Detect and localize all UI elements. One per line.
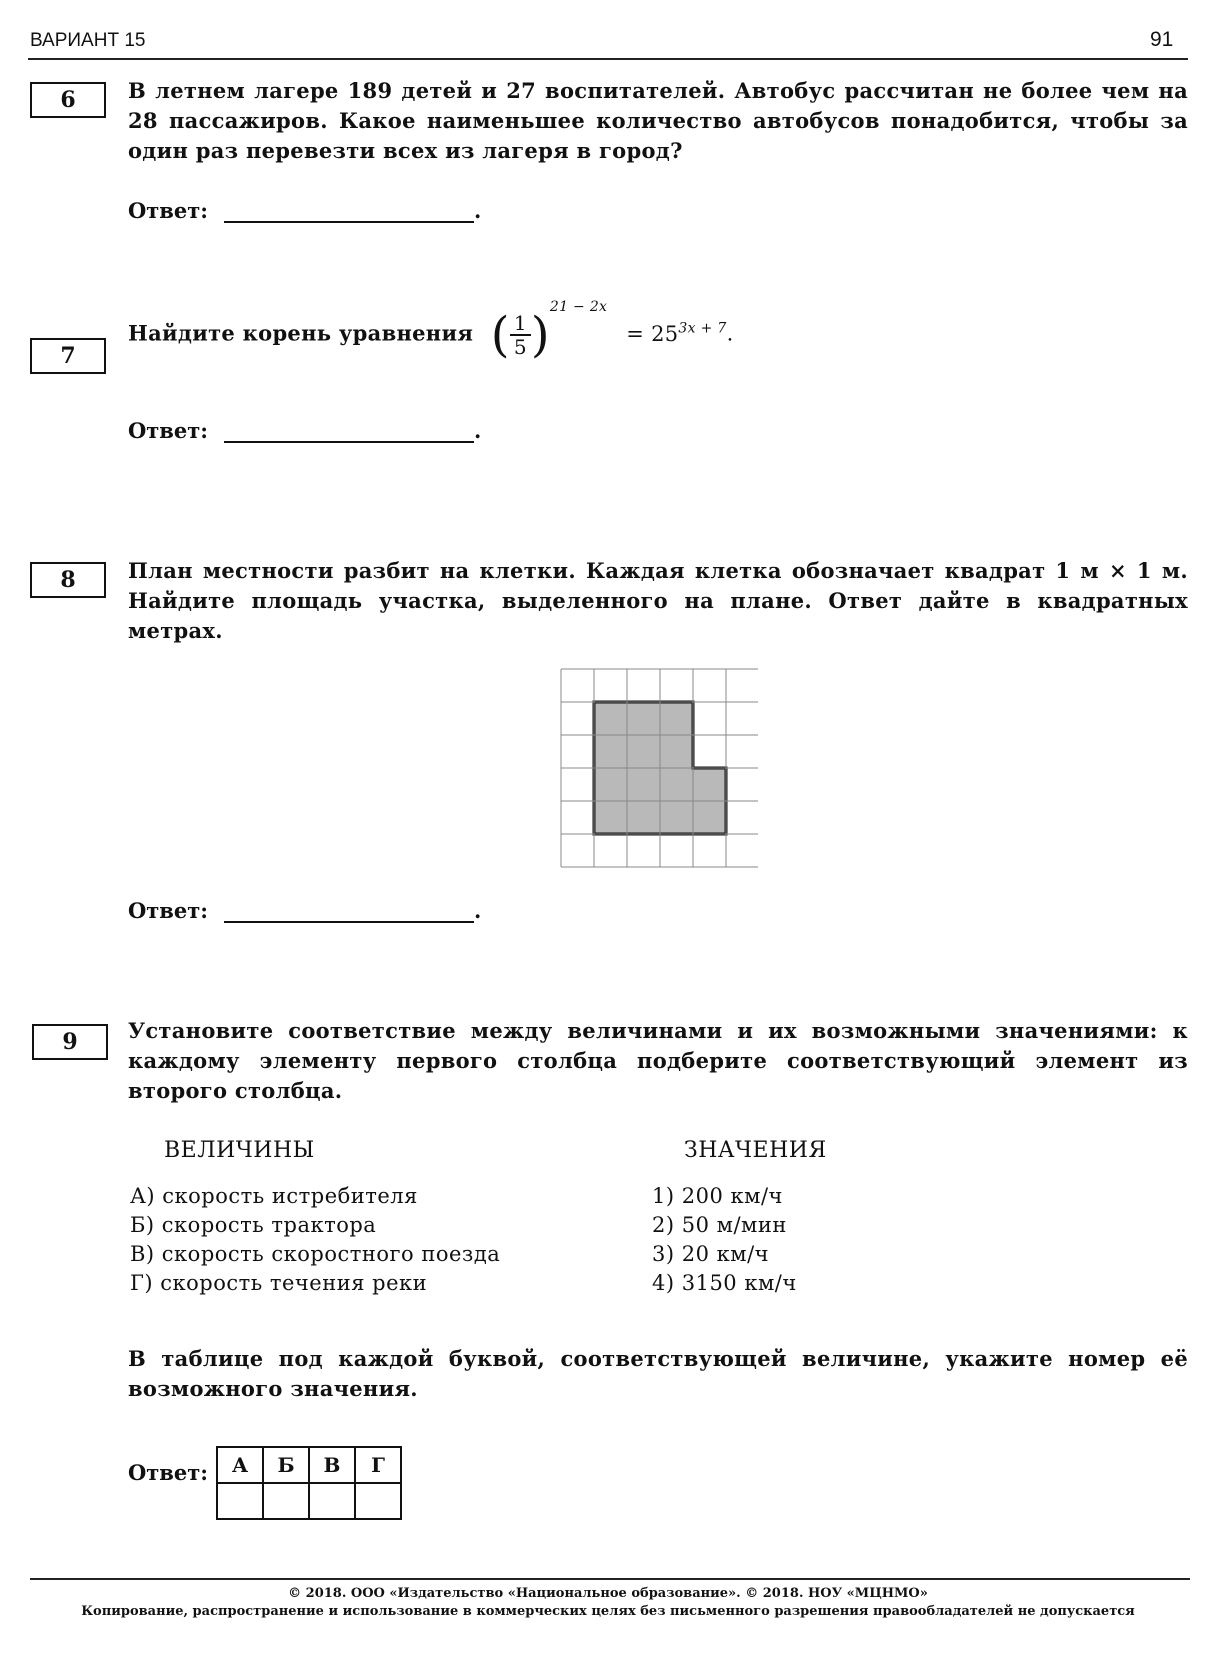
value-2: 2) 50 м/мин [652,1213,787,1237]
answer-table-header-g: Г [355,1447,401,1483]
header-divider [28,58,1188,60]
value-1: 1) 200 км/ч [652,1184,783,1208]
footer-copyright: © 2018. ООО «Издательство «Национальное образование». © 2018. НОУ «МЦНМО» [288,1586,928,1601]
task-9-instruction: В таблице под каждой буквой, соответствующей величине, укажите номер её возможного значения. [128,1346,1188,1401]
task-number-6: 6 [30,82,106,118]
fraction [510,312,531,358]
value-4: 4) 3150 км/ч [652,1271,797,1295]
column-values-title: ЗНАЧЕНИЯ [684,1138,827,1163]
footer-notice: Копирование, распространение и использование в коммерческих целях без письменного разрешения правообладателей не допускается [81,1604,1135,1619]
plan-grid [560,668,758,868]
answer-field[interactable] [224,901,474,923]
answer-label: Ответ: [128,418,209,443]
fraction-denominator: 5 [513,335,527,359]
answer-cell-a[interactable] [217,1483,263,1519]
equation-right: = 25 [626,321,679,346]
exponent-right: 3x + 7 [678,320,727,337]
task-6-text: В летнем лагере 189 детей и 27 воспитателей. Автобус рассчитан не более чем на 28 пассажиров. Какое наименьшее количество автобусов понадобится, чтобы за один раз перевезти всех из лагеря в город? [128,78,1188,163]
answer-cell-b[interactable] [263,1483,309,1519]
answer-table [216,1446,402,1520]
answer-cell-v[interactable] [309,1483,355,1519]
task-number-8: 8 [30,562,106,598]
task-7-answer: Ответ: . [128,418,482,443]
quantity-a: А) скорость истребителя [130,1184,418,1208]
task-7-label: Найдите корень уравнения [128,320,474,346]
task-9-text: Установите соответствие между величинами и их возможными значениями: к каждому элементу первого столбца подберите соответствующий элемент из второго столбца. [128,1018,1188,1103]
column-quantities-title: ВЕЛИЧИНЫ [164,1138,315,1163]
quantity-b: Б) скорость трактора [130,1213,377,1237]
answer-table-header-a: А [217,1447,263,1483]
task-8-text: План местности разбит на клетки. Каждая клетка обозначает квадрат 1 м × 1 м. Найдите площадь участка, выделенного на плане. Ответ дайте в квадратных метрах. [128,558,1188,643]
quantity-g: Г) скорость течения реки [130,1271,428,1295]
fraction-numerator: 1 [510,312,531,336]
task-number-9: 9 [32,1024,108,1060]
answer-label: Ответ: [128,198,209,223]
task-7-text [128,298,734,363]
answer-field[interactable] [224,201,474,223]
answer-table-header-b: Б [263,1447,309,1483]
answer-table-header-v: В [309,1447,355,1483]
equation: ( $\frac{1}{5}$ )$^{21 - 2x} = 25^{3x + 7}$. [490,298,734,363]
answer-field[interactable] [224,421,474,443]
quantity-v: В) скорость скоростного поезда [130,1242,501,1266]
task-9-answer-label: Ответ: [128,1460,209,1485]
task-8-answer: Ответ: . [128,898,482,923]
answer-label: Ответ: [128,898,209,923]
exponent-left: 21 − 2x [549,298,608,315]
variant-label: ВАРИАНТ 15 [30,30,146,51]
task-number-7: 7 [30,338,106,374]
answer-cell-g[interactable] [355,1483,401,1519]
task-6-answer: Ответ: . [128,198,482,223]
footer-divider [30,1578,1190,1580]
page-number: 91 [1150,28,1174,51]
value-3: 3) 20 км/ч [652,1242,770,1266]
